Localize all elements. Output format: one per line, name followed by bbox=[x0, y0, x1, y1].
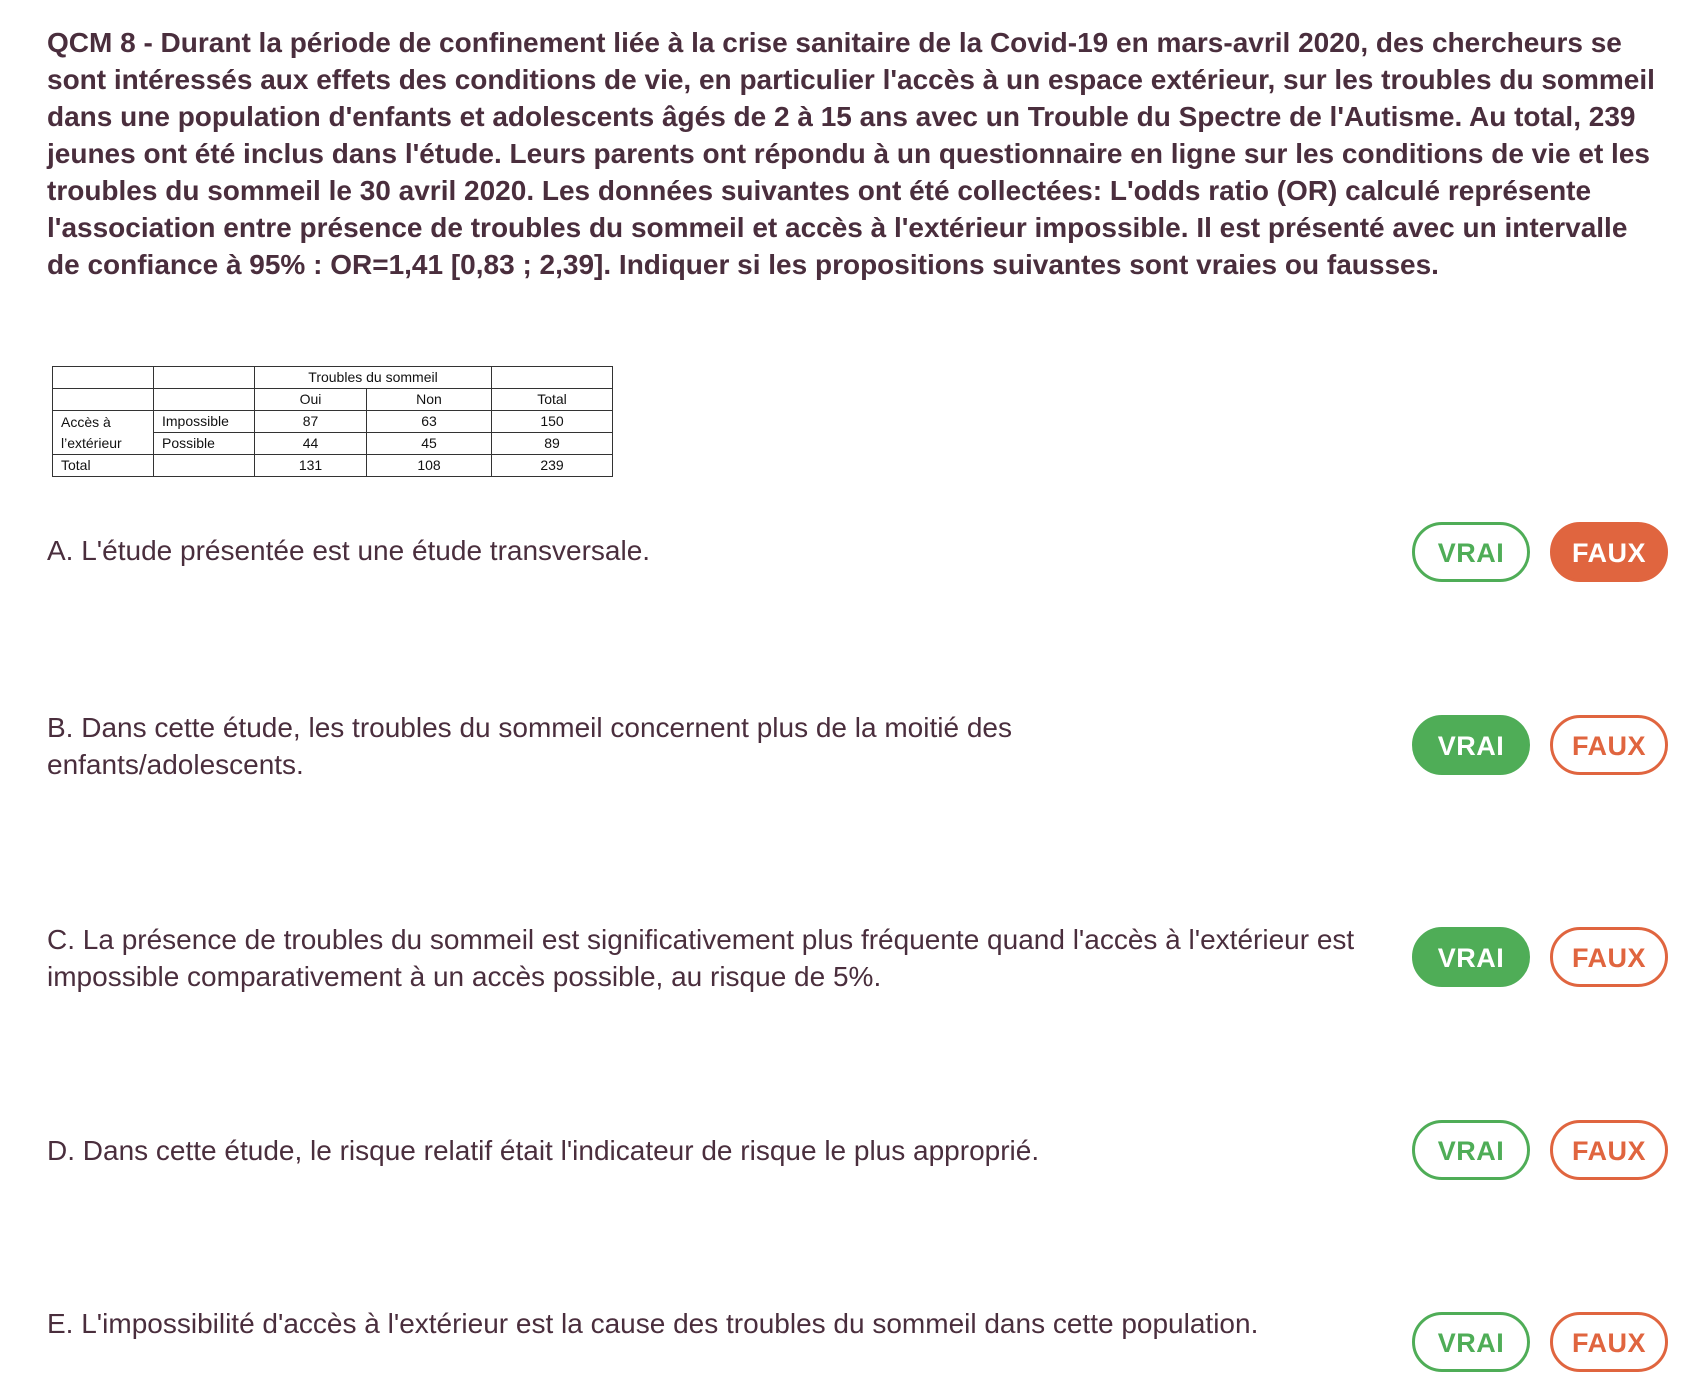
table-col-header: Oui bbox=[255, 389, 367, 411]
item-a-faux-button[interactable]: FAUX bbox=[1550, 522, 1668, 582]
item-c-text: C. La présence de troubles du sommeil est significativement plus fréquente quand l'accès à l'extérieur est impossible comparativement à un accès possible, au risque de 5%. bbox=[47, 924, 1355, 992]
question-text: QCM 8 - Durant la période de confinement liée à la crise sanitaire de la Covid-19 en mars-avril 2020, des chercheurs se sont intéressés aux effets des conditions de vie, en particulier l'accès à un espace extérieur, sur les troubles du sommeil dans une population d'enfants et adolescents âgés de 2 à 15 ans avec un Trouble du Spectre de l'Autisme. Au total, 239 jeunes ont été inclus dans l'étude. Leurs parents ont répondu à un questionnaire en ligne sur les conditions de vie et les troubles du sommeil le 30 avril 2020. Les données suivantes ont été collectées: L'odds ratio (OR) calculé représente l'association entre présence de troubles du sommeil et accès à l'extérieur impossible. Il est présenté avec un intervalle de confiance à 95% : OR=1,41 [0,83 ; 2,39]. Indiquer si les propositions suivantes sont vraies ou fausses. bbox=[47, 27, 1655, 280]
table-cell: 131 bbox=[255, 455, 367, 477]
table-cell: 44 bbox=[255, 433, 367, 455]
item-e-vrai-button[interactable]: VRAI bbox=[1412, 1312, 1530, 1372]
item-c-vrai-button[interactable]: VRAI bbox=[1412, 927, 1530, 987]
item-e-faux-button[interactable]: FAUX bbox=[1550, 1312, 1668, 1372]
item-e-text: E. L'impossibilité d'accès à l'extérieur est la cause des troubles du sommeil dans cette population. bbox=[47, 1308, 1259, 1339]
item-a-text: A. L'étude présentée est une étude transversale. bbox=[47, 535, 651, 566]
item-d-text: D. Dans cette étude, le risque relatif était l'indicateur de risque le plus approprié. bbox=[47, 1135, 1040, 1166]
item-b-faux-button[interactable]: FAUX bbox=[1550, 715, 1668, 775]
table-col-header: Total bbox=[492, 389, 613, 411]
table-cell: 108 bbox=[367, 455, 492, 477]
table-cell: 63 bbox=[367, 411, 492, 433]
item-b-vrai-button[interactable]: VRAI bbox=[1412, 715, 1530, 775]
table-row-group-label: Accès à l’extérieur bbox=[53, 411, 154, 455]
item-d-vrai-button[interactable]: VRAI bbox=[1412, 1120, 1530, 1180]
table-row-label: Possible bbox=[154, 433, 255, 455]
item-c-faux-button[interactable]: FAUX bbox=[1550, 927, 1668, 987]
table-group-header: Troubles du sommeil bbox=[255, 367, 492, 389]
table-cell: 89 bbox=[492, 433, 613, 455]
table-col-header: Non bbox=[367, 389, 492, 411]
table-cell: 45 bbox=[367, 433, 492, 455]
contingency-table bbox=[52, 366, 613, 477]
table-cell: 150 bbox=[492, 411, 613, 433]
table-cell: 239 bbox=[492, 455, 613, 477]
table-row-label: Impossible bbox=[154, 411, 255, 433]
table-cell: 87 bbox=[255, 411, 367, 433]
table-row-label: Total bbox=[53, 455, 154, 477]
item-d-faux-button[interactable]: FAUX bbox=[1550, 1120, 1668, 1180]
item-b-text: B. Dans cette étude, les troubles du sommeil concernent plus de la moitié des enfants/adolescents. bbox=[47, 712, 1012, 780]
item-a-vrai-button[interactable]: VRAI bbox=[1412, 522, 1530, 582]
